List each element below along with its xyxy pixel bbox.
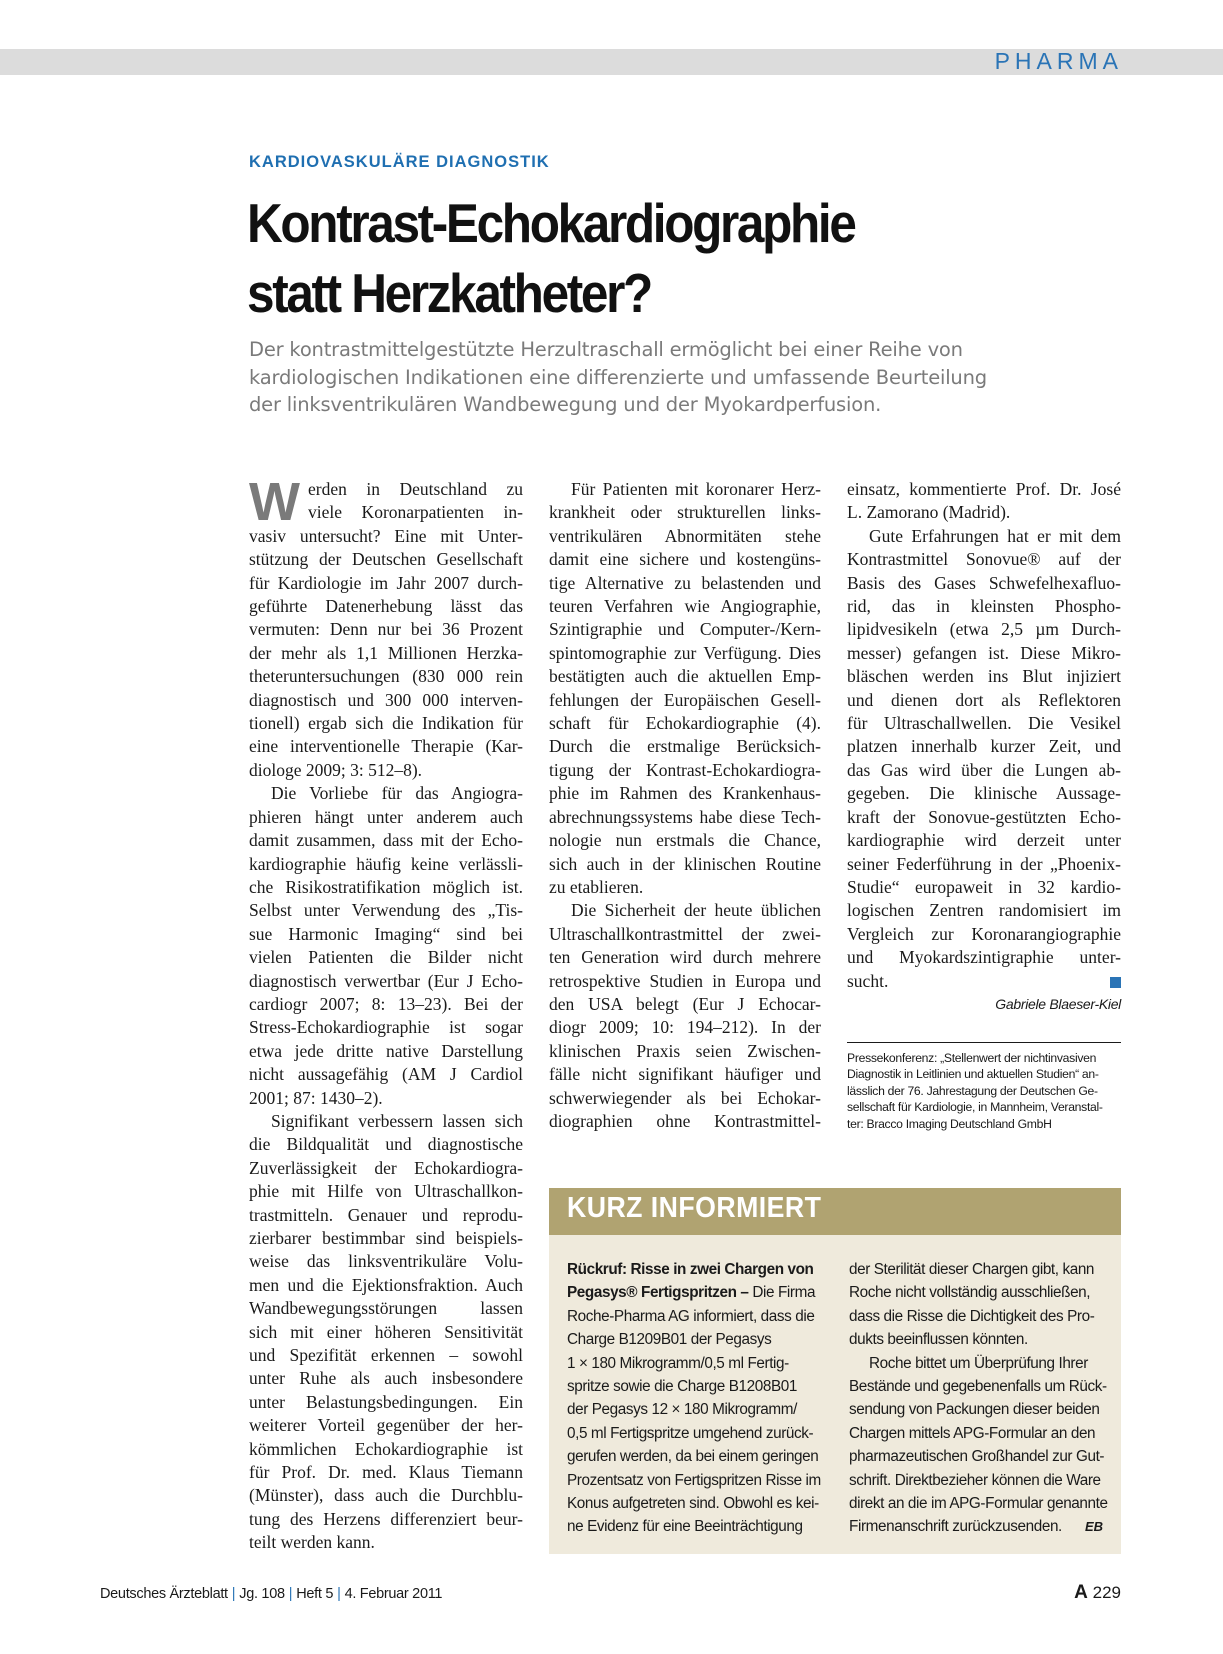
text-line: unter Ruhe als auch insbesondere [249, 1368, 523, 1389]
box-line: Prozentsatz von Fertigspritzen Risse im [567, 1471, 821, 1489]
text-line: kraft der Sonovue-gestützten Echo- [847, 806, 1121, 827]
text-line: Stress-Echokardiographie ist sogar [249, 1017, 523, 1038]
text-line: und Spezifität erkennen – sowohl [249, 1345, 523, 1366]
box-line: gerufen werden, da bei einem geringen [567, 1448, 819, 1466]
text-line: lipidvesikeln (etwa 2,5 µm Durch- [847, 619, 1121, 640]
box-bold-text: Pegasys® Fertigspritzen – [567, 1284, 749, 1302]
issue: Heft 5 [296, 1586, 334, 1602]
text-line: seiner Federführung in der „Phoenix- [847, 853, 1121, 874]
author: Gabriele Blaeser-Kiel [995, 996, 1121, 1012]
lead-paragraph [249, 336, 1069, 419]
text-line: theteruntersuchungen (830 000 rein [249, 666, 523, 687]
lead-line: kardiologischen Indikationen eine differenzierte und umfassende Beurteilung [249, 365, 987, 389]
text-line: zierbarer bestimmbar sind beispiels- [249, 1228, 523, 1248]
text-line: bläschen werden ins Blut injiziert [847, 666, 1121, 687]
press-note [847, 1050, 1121, 1132]
text-line: 2001; 87: 1430–2). [249, 1087, 383, 1108]
text-line: Zuverlässigkeit der Echokardiogra- [249, 1157, 523, 1178]
text-line: kömmlichen Echokardiographie ist [249, 1438, 523, 1459]
kicker: KARDIOVASKULÄRE DIAGNOSTIK [249, 153, 550, 171]
drop-cap: W [249, 472, 300, 532]
text-line: sucht. [847, 970, 889, 991]
text-line: cardiogr 2007; 8: 13–23). Bei der [249, 993, 523, 1014]
text-line: tigung der Kontrast-Echokardiogra- [549, 759, 821, 780]
separator: | [337, 1586, 341, 1602]
text-line: Signifikant verbessern lassen sich [271, 1110, 523, 1131]
text-line: phie mit Hilfe von Ultraschallkon- [249, 1181, 523, 1202]
box-column-1 [567, 1258, 829, 1539]
box-line: Charge B1209B01 der Pegasys [567, 1331, 772, 1349]
box-line: Roche nicht vollständig ausschließen, [849, 1284, 1091, 1302]
text-line: diologe 2009; 3: 512–8). [249, 759, 423, 780]
article-column-1 [249, 472, 523, 1555]
text-line: diogr 2009; 10: 194–212). In der [549, 1017, 821, 1038]
box-line: ne Evidenz für eine Beeinträchtigung [567, 1518, 803, 1536]
text-line: teilt werden kann. [249, 1532, 375, 1553]
box-line: der Pegasys 12 × 180 Mikrogramm/ [567, 1401, 797, 1419]
text-line: diagnostisch verwertbar (Eur J Echo- [249, 970, 523, 991]
text-line: messer) gefangen ist. Diese Mikro- [847, 642, 1121, 663]
text-line: fälle nicht signifikant häufiger und [549, 1064, 821, 1085]
box-text: Die Firma [748, 1284, 816, 1302]
text-line: für Ultraschallwellen. Die Vesikel [847, 713, 1121, 734]
text-line: nologie nun erstmals die Chance, [549, 830, 821, 851]
text-line: Vergleich zur Koronarangiographie [847, 923, 1121, 944]
text-line: men und die Ejektionsfraktion. Auch [249, 1274, 523, 1295]
text-line: abrechnungssystems habe diese Tech- [549, 806, 821, 827]
lead-line: der linksventrikulären Wandbewegung und der Myokardperfusion. [249, 393, 882, 416]
journal-name: Deutsches Ärzteblatt [100, 1586, 228, 1602]
lead-line: Der kontrastmittelgestützte Herzultraschall ermöglicht bei einer Reihe von [249, 338, 963, 361]
text-line: kardiographie häufig keine verlässli- [249, 853, 523, 874]
text-line: erden in Deutschland zu [308, 479, 523, 499]
text-line: che Risikostratifikation möglich ist. [249, 876, 523, 897]
text-line: teuren Verfahren wie Angiographie, [549, 596, 821, 617]
text-line: sich auch in der klinischen Routine [549, 853, 821, 874]
text-line: zu etablieren. [549, 876, 644, 897]
page-prefix: A [1074, 1582, 1088, 1603]
press-line: Pressekonferenz: „Stellenwert der nichtinvasiven [847, 1051, 1097, 1065]
text-line: Ultraschallkontrastmittel der zwei- [549, 923, 821, 944]
text-line: gegeben. Die klinische Aussage- [847, 783, 1121, 804]
box-column-2 [849, 1258, 1111, 1539]
text-line: weiterer Vorteil gegenüber der her- [249, 1415, 523, 1436]
text-line: sue Harmonic Imaging“ sind bei [249, 923, 523, 944]
text-line: der mehr als 1,1 Millionen Herzka- [249, 642, 523, 663]
box-line: Chargen mittels APG-Formular an den [849, 1424, 1096, 1442]
text-line: Die Vorliebe für das Angiogra- [271, 783, 523, 804]
text-line: krankheit oder strukturellen links- [549, 502, 821, 523]
volume: Jg. 108 [239, 1586, 285, 1602]
text-line: diagnostisch und 300 000 interven- [249, 689, 523, 710]
text-line: eine interventionelle Therapie (Kar- [249, 736, 523, 757]
text-line: diographien ohne Kontrastmittel- [549, 1110, 821, 1131]
box-bold-line: Rückruf: Risse in zwei Chargen von [567, 1261, 814, 1278]
press-line: lässlich der 76. Jahrestagung der Deutschen Ge- [847, 1083, 1098, 1098]
section-label: PHARMA [994, 48, 1123, 74]
text-line: Kontrastmittel Sonovue® auf der [847, 549, 1121, 570]
press-line: ter: Bracco Imaging Deutschland GmbH [847, 1116, 1052, 1131]
end-marker-icon [1110, 977, 1121, 988]
headline-line: statt Herzkatheter? [247, 262, 651, 324]
text-line: Szintigraphie und Computer-/Kern- [549, 619, 821, 640]
text-line: geführte Datenerhebung lässt das [249, 596, 523, 617]
text-line: tung des Herzens differenziert beur- [249, 1508, 523, 1529]
text-line: Durch die erstmalige Berücksich- [549, 736, 821, 757]
text-line: sich mit einer höheren Sensitivität [249, 1321, 523, 1342]
text-line: logischen Zentren randomisiert im [847, 900, 1121, 921]
box-line: Firmenanschrift zurückzusenden. [849, 1518, 1062, 1536]
kurz-informiert-box [549, 1188, 1121, 1554]
text-line: für Kardiologie im Jahr 2007 durch- [249, 572, 523, 593]
text-line: weise das linksventrikuläre Volu- [249, 1251, 523, 1272]
text-line: Selbst unter Verwendung des „Tis- [249, 900, 523, 921]
article-column-3 [847, 478, 1121, 993]
text-line: den USA belegt (Eur J Echocar- [549, 993, 821, 1014]
press-line: Diagnostik in Leitlinien und aktuellen Studien“ an- [847, 1067, 1099, 1082]
box-line: Roche-Pharma AG informiert, dass die [567, 1307, 815, 1325]
text-line: bestätigten auch die aktuellen Emp- [549, 666, 821, 687]
text-line: rid, das in kleinsten Phospho- [847, 596, 1121, 617]
box-line: dukts beeinflussen könnten. [849, 1331, 1028, 1349]
box-line: schrift. Direktbezieher können die Ware [849, 1471, 1101, 1489]
box-header [549, 1188, 1121, 1235]
text-line: spintomographie zur Verfügung. Dies [549, 642, 821, 663]
box-line: Konus aufgetreten sind. Obwohl es kei- [567, 1495, 819, 1513]
text-line: tionell) ergab sich die Indikation für [249, 713, 523, 734]
box-line: 1 × 180 Mikrogramm/0,5 ml Fertig- [567, 1354, 789, 1372]
text-line: vielen Patienten die Bilder nicht [249, 947, 523, 968]
text-line: schwerwiegender als bei Echokar- [549, 1087, 821, 1108]
text-line: retrospektive Studien in Europa und [549, 970, 821, 991]
text-line: unter Belastungsbedingungen. Ein [249, 1391, 523, 1412]
text-line: Basis des Gases Schwefelhexafluo- [847, 572, 1121, 593]
text-line: Wandbewegungsstörungen lassen [249, 1298, 523, 1319]
text-line: Für Patienten mit koronarer Herz- [571, 479, 821, 499]
text-line: Gute Erfahrungen hat er mit dem [869, 525, 1121, 546]
page-number [1074, 1582, 1121, 1604]
text-line: kardiographie wird derzeit unter [847, 830, 1121, 851]
headline [247, 188, 1057, 328]
box-signature: EB [1084, 1519, 1103, 1534]
article-column-2 [549, 478, 821, 1133]
box-line: sendung von Packungen dieser beiden [849, 1401, 1100, 1419]
text-line: L. Zamorano (Madrid). [847, 502, 1011, 523]
box-line: dass die Risse die Dichtigkeit des Pro- [849, 1307, 1095, 1325]
box-line: pharmazeutischen Großhandel zur Gut- [849, 1448, 1105, 1466]
text-line: und dienen dort als Reflektoren [847, 689, 1121, 710]
text-line: ventrikulären Abnormitäten stehe [549, 525, 821, 546]
footer [100, 1586, 442, 1602]
text-line: vasiv untersucht? Eine mit Unter- [249, 525, 523, 546]
text-line: die Bildqualität und diagnostische [249, 1134, 523, 1155]
text-line: viele Koronarpatienten in- [308, 502, 523, 523]
box-line: Bestände und gegebenenfalls um Rück- [849, 1378, 1107, 1396]
box-line: Roche bittet um Überprüfung Ihrer [869, 1354, 1088, 1372]
box-bold-line-2 [567, 1281, 829, 1304]
separator: | [231, 1586, 236, 1602]
separator: | [288, 1586, 293, 1602]
box-line: 0,5 ml Fertigspritze umgehend zurück- [567, 1424, 814, 1442]
text-line: vermuten: Denn nur bei 36 Prozent [249, 619, 523, 640]
page-number-value: 229 [1092, 1583, 1121, 1602]
text-line: etwa jede dritte native Darstellung [249, 1040, 523, 1061]
box-title: KURZ INFORMIERT [567, 1192, 822, 1224]
text-line: stützung der Deutschen Gesellschaft [249, 549, 523, 570]
text-line: für Prof. Dr. med. Klaus Tiemann [249, 1462, 523, 1483]
box-line: direkt an die im APG-Formular genannte [849, 1495, 1108, 1513]
box-line: der Sterilität dieser Chargen gibt, kann [849, 1261, 1095, 1278]
headline-line: Kontrast-Echokardiographie [247, 192, 855, 254]
text-line: nicht aussagefähig (AM J Cardiol [249, 1064, 523, 1085]
text-line: einsatz, kommentierte Prof. Dr. José [847, 479, 1121, 499]
text-line: schaft für Echokardiographie (4). [549, 713, 821, 734]
text-line: tige Alternative zu belastenden und [549, 572, 821, 593]
divider [847, 1042, 1121, 1043]
text-line: Die Sicherheit der heute üblichen [571, 900, 821, 921]
text-line: damit eine sichere und kostengüns- [549, 549, 821, 570]
text-line: damit zusammen, dass mit der Echo- [249, 830, 523, 851]
press-line: sellschaft für Kardiologie, in Mannheim, Veranstal- [847, 1100, 1103, 1115]
text-line: fehlungen der Europäischen Gesell- [549, 689, 821, 710]
text-line: platzen innerhalb kurzer Zeit, und [847, 736, 1121, 757]
text-line: phieren hängt unter anderem auch [249, 806, 523, 827]
text-line: trastmitteln. Genauer und reprodu- [249, 1204, 523, 1225]
text-line: phie im Rahmen des Krankenhaus- [549, 783, 821, 804]
text-line: klinischen Praxis seien Zwischen- [549, 1040, 821, 1061]
text-line: das Gas wird über die Lungen ab- [847, 759, 1121, 780]
text-line: ten Generation wird durch mehrere [549, 947, 821, 968]
text-line: (Münster), dass auch die Durchblu- [249, 1485, 523, 1506]
text-line: und Myokardszintigraphie unter- [847, 947, 1121, 968]
box-line: spritze sowie die Charge B1208B01 [567, 1378, 797, 1396]
text-line: Studie“ europaweit in 32 kardio- [847, 876, 1121, 897]
date: 4. Februar 2011 [344, 1586, 443, 1602]
